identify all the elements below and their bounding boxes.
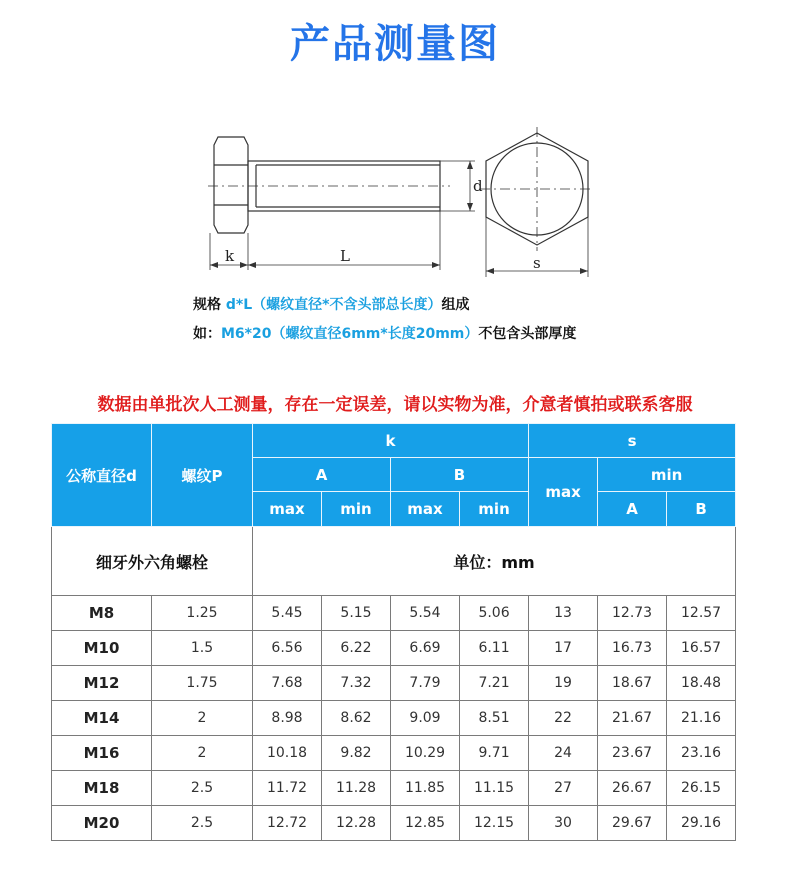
cell-pitch: 1.25	[152, 596, 253, 631]
table-row	[52, 806, 736, 841]
cell-value: 12.15	[460, 806, 529, 841]
header-nominal-diameter: 公称直径d	[52, 424, 152, 527]
cell-value: 5.45	[253, 596, 322, 631]
header-pitch: 螺纹P	[152, 424, 253, 527]
spec-line-2-highlight: M6*20（螺纹直径6mm*长度20mm）	[221, 326, 479, 342]
dimension-table	[51, 423, 736, 841]
cell-value: 22	[529, 701, 598, 736]
unit-label: 单位：mm	[253, 527, 736, 596]
table-row	[52, 701, 736, 736]
table-row	[52, 736, 736, 771]
table-row	[52, 596, 736, 631]
header-k-b: B	[391, 458, 529, 492]
cell-value: 5.54	[391, 596, 460, 631]
cell-value: 10.29	[391, 736, 460, 771]
cell-value: 7.68	[253, 666, 322, 701]
header-k-b-max: max	[391, 492, 460, 527]
cell-value: 6.11	[460, 631, 529, 666]
cell-pitch: 1.5	[152, 631, 253, 666]
cell-value: 5.06	[460, 596, 529, 631]
cell-value: 16.73	[598, 631, 667, 666]
cell-value: 21.67	[598, 701, 667, 736]
cell-value: 18.48	[667, 666, 736, 701]
bolt-dimension-drawing	[200, 125, 600, 280]
cell-value: 9.82	[322, 736, 391, 771]
cell-pitch: 2	[152, 701, 253, 736]
cell-value: 11.85	[391, 771, 460, 806]
cell-value: 16.57	[667, 631, 736, 666]
cell-value: 21.16	[667, 701, 736, 736]
cell-value: 9.09	[391, 701, 460, 736]
label-k: k	[225, 247, 235, 265]
cell-value: 6.56	[253, 631, 322, 666]
cell-value: 30	[529, 806, 598, 841]
header-s-min-b: B	[667, 492, 736, 527]
label-s: s	[533, 254, 541, 272]
label-d: d	[473, 177, 483, 195]
page-title: 产品测量图	[290, 21, 500, 67]
cell-nominal: M16	[52, 736, 152, 771]
cell-nominal: M8	[52, 596, 152, 631]
cell-value: 19	[529, 666, 598, 701]
cell-value: 6.69	[391, 631, 460, 666]
cell-value: 12.85	[391, 806, 460, 841]
header-k-a: A	[253, 458, 391, 492]
cell-pitch: 2.5	[152, 771, 253, 806]
cell-value: 12.72	[253, 806, 322, 841]
spec-line-2	[193, 323, 576, 343]
cell-value: 11.15	[460, 771, 529, 806]
product-name: 细牙外六角螺栓	[52, 527, 253, 596]
table-row	[52, 631, 736, 666]
cell-value: 29.16	[667, 806, 736, 841]
cell-value: 10.18	[253, 736, 322, 771]
cell-value: 6.22	[322, 631, 391, 666]
measurement-disclaimer: 数据由单批次人工测量，存在一定误差，请以实物为准，介意者慎拍或联系客服	[97, 395, 693, 415]
cell-value: 5.15	[322, 596, 391, 631]
cell-value: 8.98	[253, 701, 322, 736]
cell-value: 9.71	[460, 736, 529, 771]
cell-pitch: 2.5	[152, 806, 253, 841]
cell-value: 7.21	[460, 666, 529, 701]
cell-nominal: M20	[52, 806, 152, 841]
cell-value: 26.67	[598, 771, 667, 806]
label-L: L	[340, 247, 350, 265]
cell-value: 24	[529, 736, 598, 771]
cell-value: 11.28	[322, 771, 391, 806]
cell-value: 11.72	[253, 771, 322, 806]
spec-line-2-suffix: 不包含头部厚度	[478, 326, 577, 342]
cell-value: 18.67	[598, 666, 667, 701]
cell-value: 8.62	[322, 701, 391, 736]
spec-line-1-highlight: d*L（螺纹直径*不含头部总长度）	[225, 297, 442, 313]
header-s: s	[529, 424, 736, 458]
cell-pitch: 1.75	[152, 666, 253, 701]
cell-value: 23.67	[598, 736, 667, 771]
cell-value: 12.73	[598, 596, 667, 631]
table-row	[52, 771, 736, 806]
cell-value: 12.57	[667, 596, 736, 631]
cell-nominal: M10	[52, 631, 152, 666]
header-k-a-max: max	[253, 492, 322, 527]
header-k-a-min: min	[322, 492, 391, 527]
header-k-b-min: min	[460, 492, 529, 527]
cell-value: 29.67	[598, 806, 667, 841]
spec-line-1-prefix: 规格	[193, 297, 226, 313]
cell-value: 7.32	[322, 666, 391, 701]
spec-line-2-prefix: 如：	[193, 326, 221, 342]
header-s-max: max	[529, 458, 598, 527]
header-k: k	[253, 424, 529, 458]
cell-value: 8.51	[460, 701, 529, 736]
header-s-min-a: A	[598, 492, 667, 527]
cell-nominal: M14	[52, 701, 152, 736]
table-row	[52, 666, 736, 701]
cell-pitch: 2	[152, 736, 253, 771]
cell-nominal: M12	[52, 666, 152, 701]
header-s-min: min	[598, 458, 736, 492]
spec-line-1	[193, 294, 469, 314]
spec-line-1-suffix: 组成	[441, 297, 470, 313]
cell-value: 26.15	[667, 771, 736, 806]
cell-value: 12.28	[322, 806, 391, 841]
cell-value: 17	[529, 631, 598, 666]
cell-value: 7.79	[391, 666, 460, 701]
cell-nominal: M18	[52, 771, 152, 806]
cell-value: 23.16	[667, 736, 736, 771]
cell-value: 27	[529, 771, 598, 806]
cell-value: 13	[529, 596, 598, 631]
